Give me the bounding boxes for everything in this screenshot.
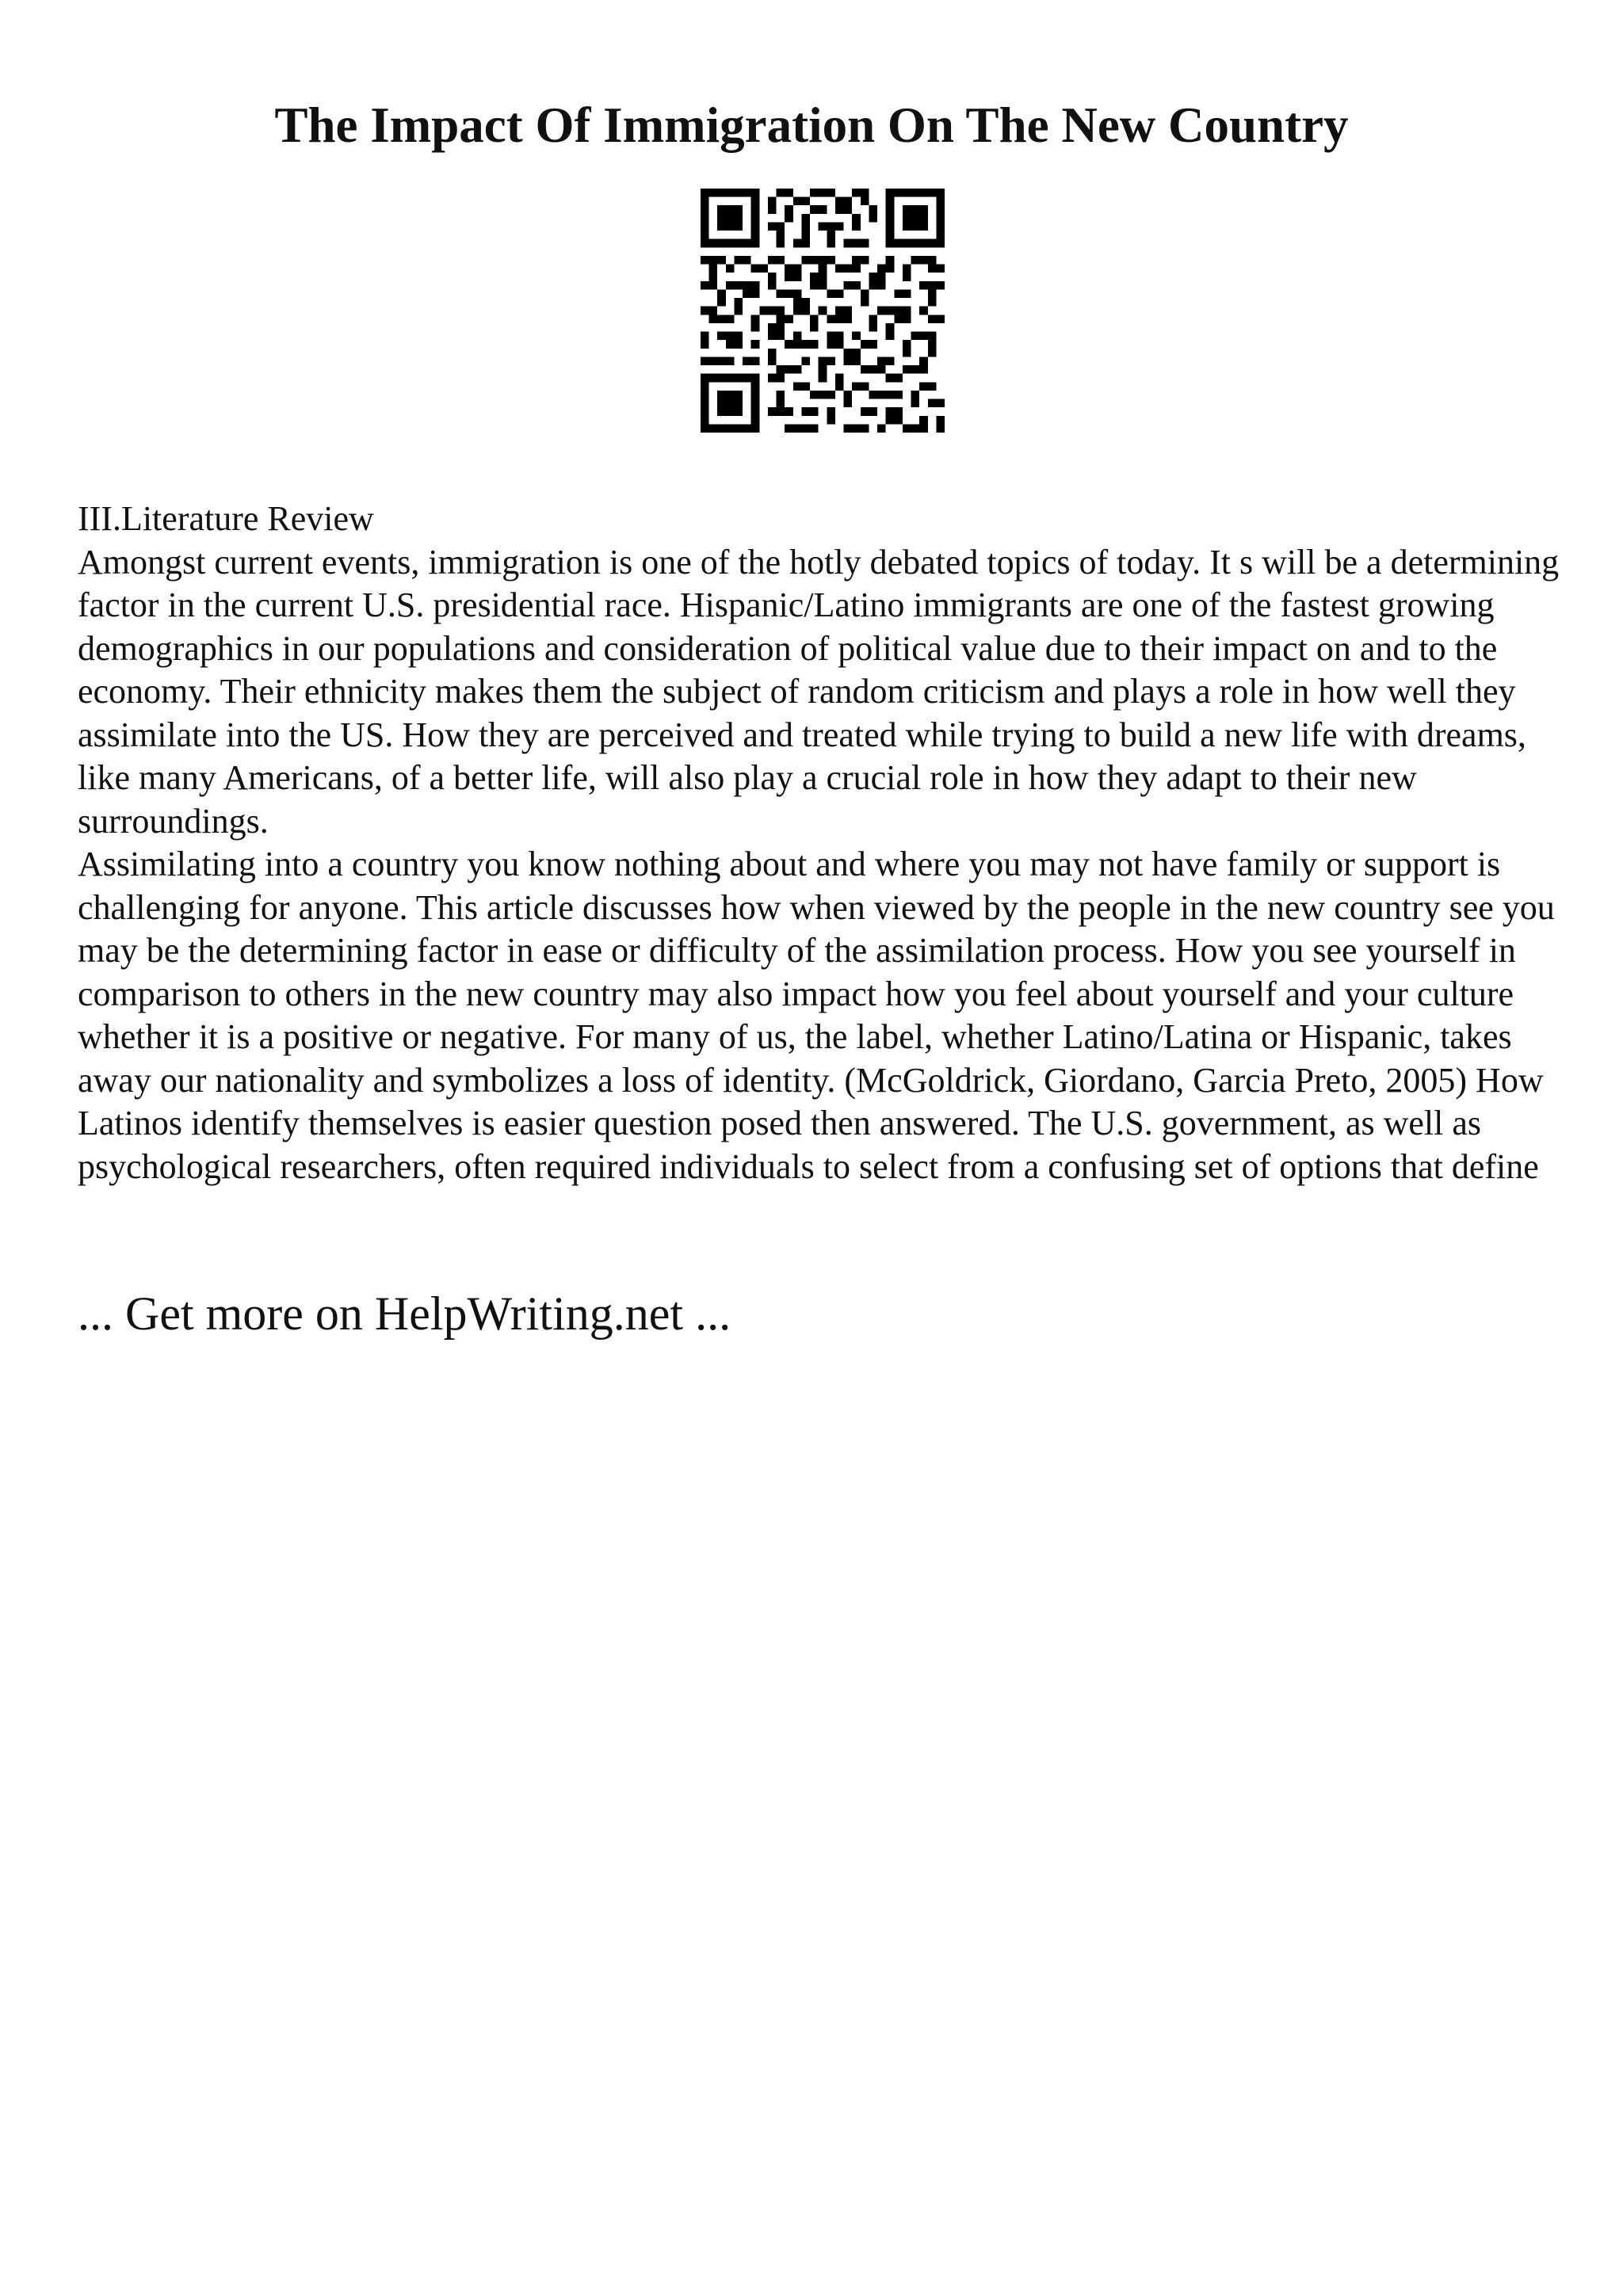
document-body: [78, 498, 1583, 1188]
section-heading: III.Literature Review: [78, 499, 374, 538]
document-title: The Impact Of Immigration On The New Country: [274, 97, 1349, 153]
get-more-link[interactable]: ... Get more on HelpWriting.net ...: [78, 1287, 731, 1340]
body-paragraph: Amongst current events, immigration is one of the hotly debated topics of today. It s will be a determining factor in the current U.S. presidential race. Hispanic/Latino immigrants are one of the fastest growing demographics in our populations and consideration of political value due to their impact on and to the economy. Their ethnicity makes them the subject of random criticism and plays a role in how well they assimilate into the US. How they are perceived and treated while trying to build a new life with dreams, like many Americans, of a better life, will also play a crucial role in how they adapt to their new surroundings.: [78, 542, 1560, 841]
body-paragraph: Assimilating into a country you know nothing about and where you may not have family or support is challenging for anyone. This article discusses how when viewed by the people in the new country see you may be the determining factor in ease or difficulty of the assimilation process. How you see yourself in comparison to others in the new country may also impact how you feel about yourself and your culture whether it is a positive or negative. For many of us, the label, whether Latino/Latina or Hispanic, takes away our nationality and symbolizes a loss of identity. (McGoldrick, Giordano, Garcia Preto, 2005) How Latinos identify themselves is easier question posed then answered. The U.S. government, as well as psychological researchers, often required individuals to select from a confusing set of options that define: [78, 845, 1555, 1186]
qr-code-icon: [701, 189, 945, 433]
